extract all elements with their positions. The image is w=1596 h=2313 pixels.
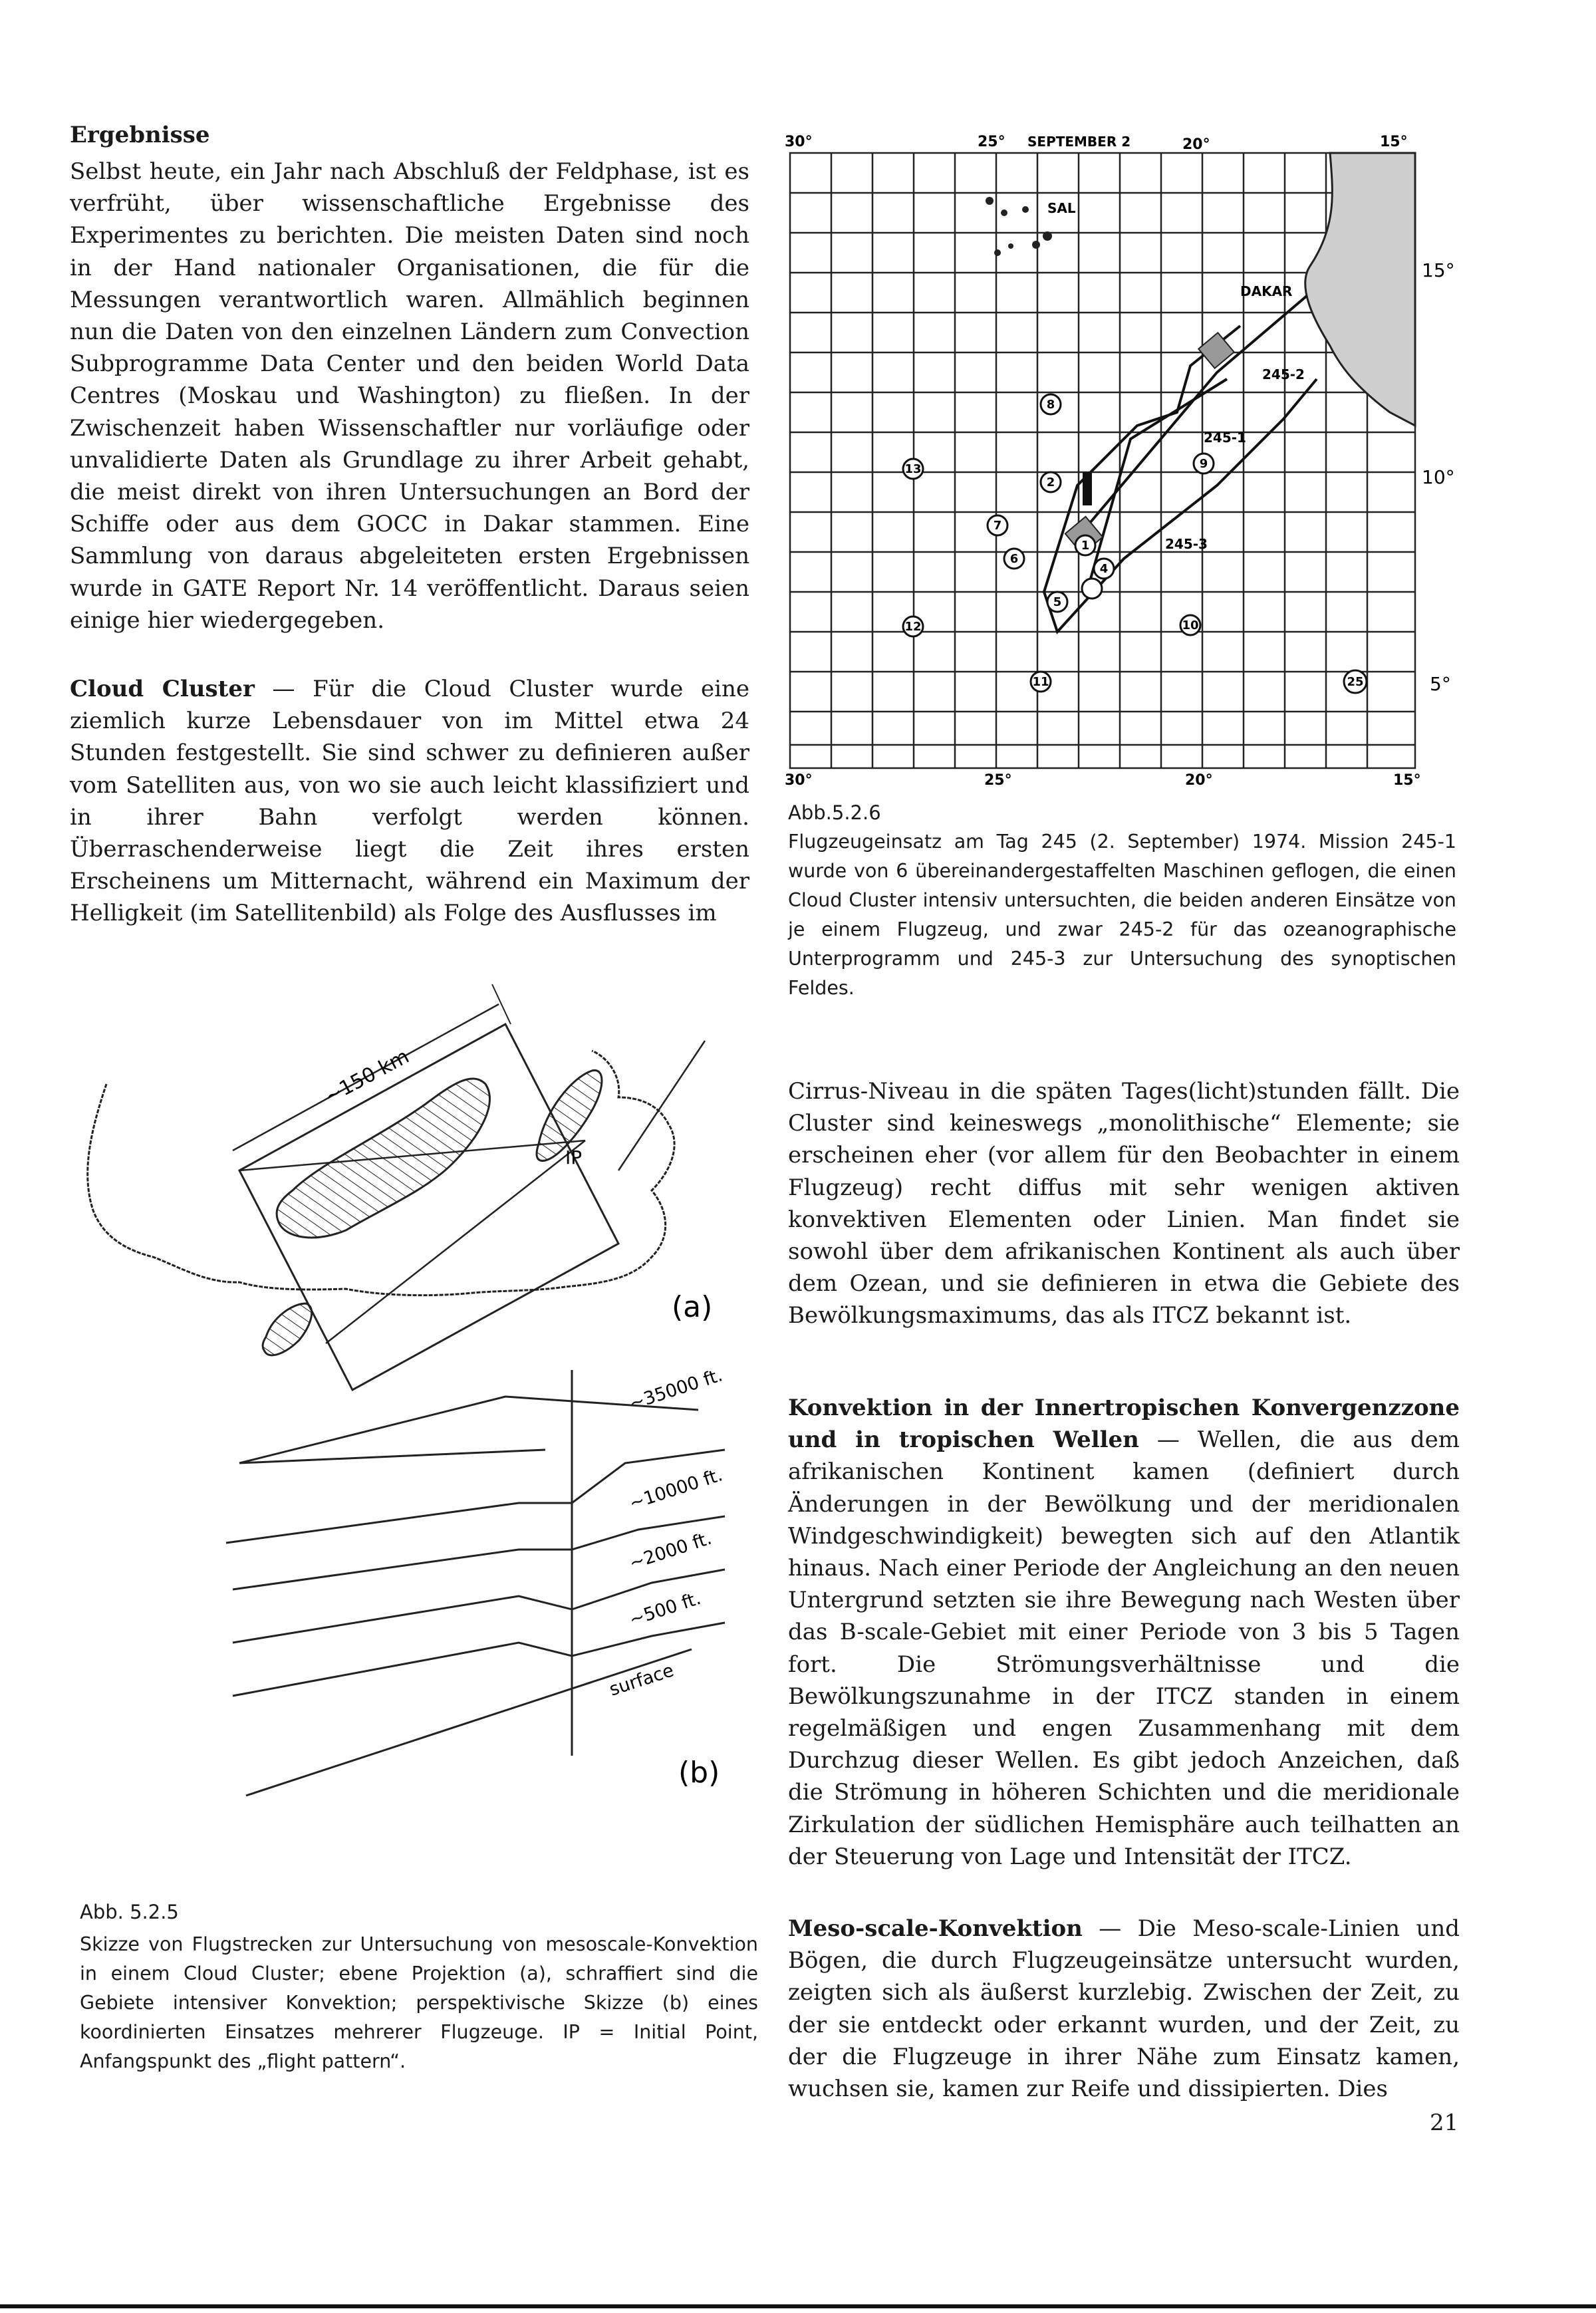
mission-label-245-1: 245-1 [1204, 430, 1246, 446]
ship-label-1: 1 [1081, 539, 1090, 553]
bottom-tick-15: 15° [1393, 772, 1421, 789]
paragraph-konvektion [788, 1392, 1460, 1873]
caption-number-fig-5-2-5: Abb. 5.2.5 [80, 1901, 179, 1923]
track-245-2 [1091, 296, 1307, 522]
africa-coast [1305, 153, 1415, 426]
top-tick-15: 15° [1380, 134, 1408, 150]
place-label-dakar: DAKAR [1240, 283, 1293, 299]
run-in-heading-cloud-cluster: Cloud Cluster [70, 676, 255, 702]
top-tick-20: 20° [1182, 136, 1210, 153]
bottom-tick-30: 30° [785, 772, 813, 789]
page-number: 21 [1430, 2109, 1459, 2136]
ship-label-12: 12 [904, 620, 922, 634]
level-label-2000: ~2000 ft. [626, 1528, 715, 1574]
figure-5-2-6-map [778, 126, 1523, 805]
top-tick-25: 25° [978, 134, 1005, 150]
ship-label-4: 4 [1099, 562, 1109, 576]
run-in-heading-meso-scale: Meso-scale-Konvektion [788, 1915, 1083, 1942]
convection-area-main [277, 1079, 489, 1238]
caption-fig-5-2-5: Skizze von Flugstrecken zur Untersuchung von mesoscale-Konvektion in einem Cloud Cluster; ebene Projektion (a), schraffiert sind die Gebiete intensiver Konvektion; perspektivische Skizze (b) eines koordinierten Einsatzes mehrerer Flugzeuge. IP = Initial Point, Anfangspunkt des „flight pattern“. [80, 1933, 758, 2072]
level-label-10000: ~10000 ft. [626, 1464, 726, 1514]
ship-label-13: 13 [904, 462, 922, 476]
paragraph-cirrus: Cirrus-Niveau in die späten Tages(licht)stunden fällt. Die Cluster sind keineswegs „monolithische“ Elemente; sie erscheinen eher (vor allem für den Beobachter in einem Flugzeug) recht diffus mit sehr wenigen aktiven konvektiven Elementen oder Linien. Man findet sie sowohl über dem afrikanischen Kontinent als auch über dem Ozean, und sie definieren in etwa die Gebiete des Bewölkungsmaximums, das als ITCZ bekannt ist. [788, 1078, 1460, 1329]
label-b: (b) [678, 1756, 720, 1790]
caption-fig-5-2-6: Flugzeugeinsatz am Tag 245 (2. September) 1974. Mission 245-1 wurde von 6 übereinandergestaffelten Maschinen geflogen, die einen Cloud Cluster intensiv untersuchten, die beiden anderen Einsätze von je einem Flugzeug, und zwar 245-2 für das ozeanographische Unterprogramm und 245-3 zur Untersuchung des synoptischen Feldes. [788, 831, 1456, 999]
figure-5-2-5 [66, 971, 771, 1889]
lat-tick-5: 5° [1430, 673, 1451, 695]
convection-area-south [263, 1303, 312, 1355]
paragraph-meso-scale [788, 1913, 1460, 2105]
ship-markers [903, 394, 1367, 693]
level-label-surface: surface [606, 1660, 677, 1701]
ship-label-2: 2 [1046, 476, 1055, 489]
ship-label-7: 7 [993, 519, 1002, 533]
flight-level-35000 [239, 1397, 698, 1463]
paragraph-ergebnisse: Selbst heute, ein Jahr nach Abschluß der Feldphase, ist es verfrüht, über wissenschaftliche Ergebnisse des Experimentes zu berichten. Die meisten Daten sind noch in der Hand nationaler Organisationen, die für die Messungen verantwortlich waren. Allmählich beginnen nun die Daten von den einzelnen Ländern zum Convection Subprogramme Data Center und den beiden World Data Centres (Moskau und Washington) zu fließen. In der Zwischenzeit haben Wissenschaftler nur vorläufige oder unvalidierte Daten als Grundlage zu ihrer Arbeit gehabt, die meist direkt von ihren Untersuchungen an Bord der Schiffe oder aus dem GOCC in Dakar stammen. Eine Sammlung von daraus abgeleiteten ersten Ergebnissen wurde in GATE Report Nr. 14 veröffentlicht. Daraus seien einige hier wiedergegeben. [70, 158, 749, 634]
ship-label-9: 9 [1199, 457, 1208, 471]
level-label-35000: ~35000 ft. [626, 1365, 726, 1415]
top-tick-30: 30° [785, 134, 813, 150]
bottom-tick-25: 25° [984, 772, 1012, 789]
meso-scale-text: — Die Meso-scale-Linien und Bögen, die durch Flugzeugeinsätze untersucht wurden, zeigten sich als äußerst kurzlebig. Zwischen der Zeit, zu der sie entdeckt oder erkannt wurden, und der Zeit, zu der die Flugzeuge in ihrer Nähe zum Einsatz kamen, wuchsen sie, kamen zur Reife und dissipierten. Dies [788, 1915, 1460, 2103]
label-a: (a) [672, 1290, 713, 1324]
mission-label-245-2: 245-2 [1262, 366, 1305, 382]
ship-label-10: 10 [1182, 618, 1199, 632]
cloud-cluster-text: — Für die Cloud Cluster wurde eine ziemlich kurze Lebensdauer von im Mittel etwa 24 Stunden festgestellt. Sie sind schwer zu definieren außer vom Satelliten aus, von wo sie auch leicht klassifiziert und in ihrer Bahn verfolgt werden können. Überraschenderweise liegt die Zeit ihres ersten Erscheinens um Mitternacht, während ein Maximum der Helligkeit (im Satellitenbild) als Folge des Ausflusses im [70, 676, 749, 927]
paragraph-cloud-cluster [70, 673, 749, 930]
surface-line [246, 1649, 692, 1796]
section-heading-ergebnisse: Ergebnisse [70, 122, 210, 148]
label-ip: IP [565, 1147, 583, 1168]
mission-label-245-3: 245-3 [1165, 536, 1208, 552]
ship-label-11: 11 [1032, 675, 1049, 689]
place-label-sal: SAL [1047, 200, 1076, 216]
run-in-heading-konvektion: Konvektion in der Innertropischen Konvergenzzone und in tropischen Wellen [788, 1395, 1460, 1454]
ship-label-25: 25 [1347, 675, 1364, 689]
ship-label-6: 6 [1009, 552, 1019, 566]
ship-label-5: 5 [1053, 595, 1062, 609]
bottom-rule [0, 2304, 1596, 2308]
konvektion-text: — Wellen, die aus dem afrikanischen Kontinent kamen (definiert durch Änderungen in der Bewölkung und der meridionalen Windgeschwindigkeit) bewegten sich auf den Atlantik hinaus. Nach einer Periode der Angleichung an den neuen Untergrund setzten sie ihre Bewegung nach Westen über das B-scale-Gebiet mit einer Periode von 3 bis 5 Tagen fort. Die Strömungsverhältnisse und die Bewölkungszunahme in der ITCZ standen in einem regelmäßigen und engen Zusammenhang mit dem Durchzug dieser Wellen. Es gibt jedoch Anzeichen, daß die Strömung in höheren Schichten und die meridionale Zirkulation der südlichen Hemisphäre auch teilhatten an der Steuerung von Lage und Intensität der ITCZ. [788, 1427, 1460, 1870]
caption-number-fig-5-2-6: Abb.5.2.6 [788, 801, 881, 824]
lat-tick-15: 15° [1422, 259, 1455, 281]
map-header-date: SEPTEMBER 2 [1027, 134, 1131, 150]
lat-tick-10: 10° [1422, 466, 1455, 488]
bottom-tick-20: 20° [1185, 772, 1213, 789]
label-150km: ~150 km [321, 1045, 414, 1109]
ship-label-8: 8 [1046, 398, 1055, 412]
level-label-500: ~500 ft. [626, 1587, 704, 1631]
